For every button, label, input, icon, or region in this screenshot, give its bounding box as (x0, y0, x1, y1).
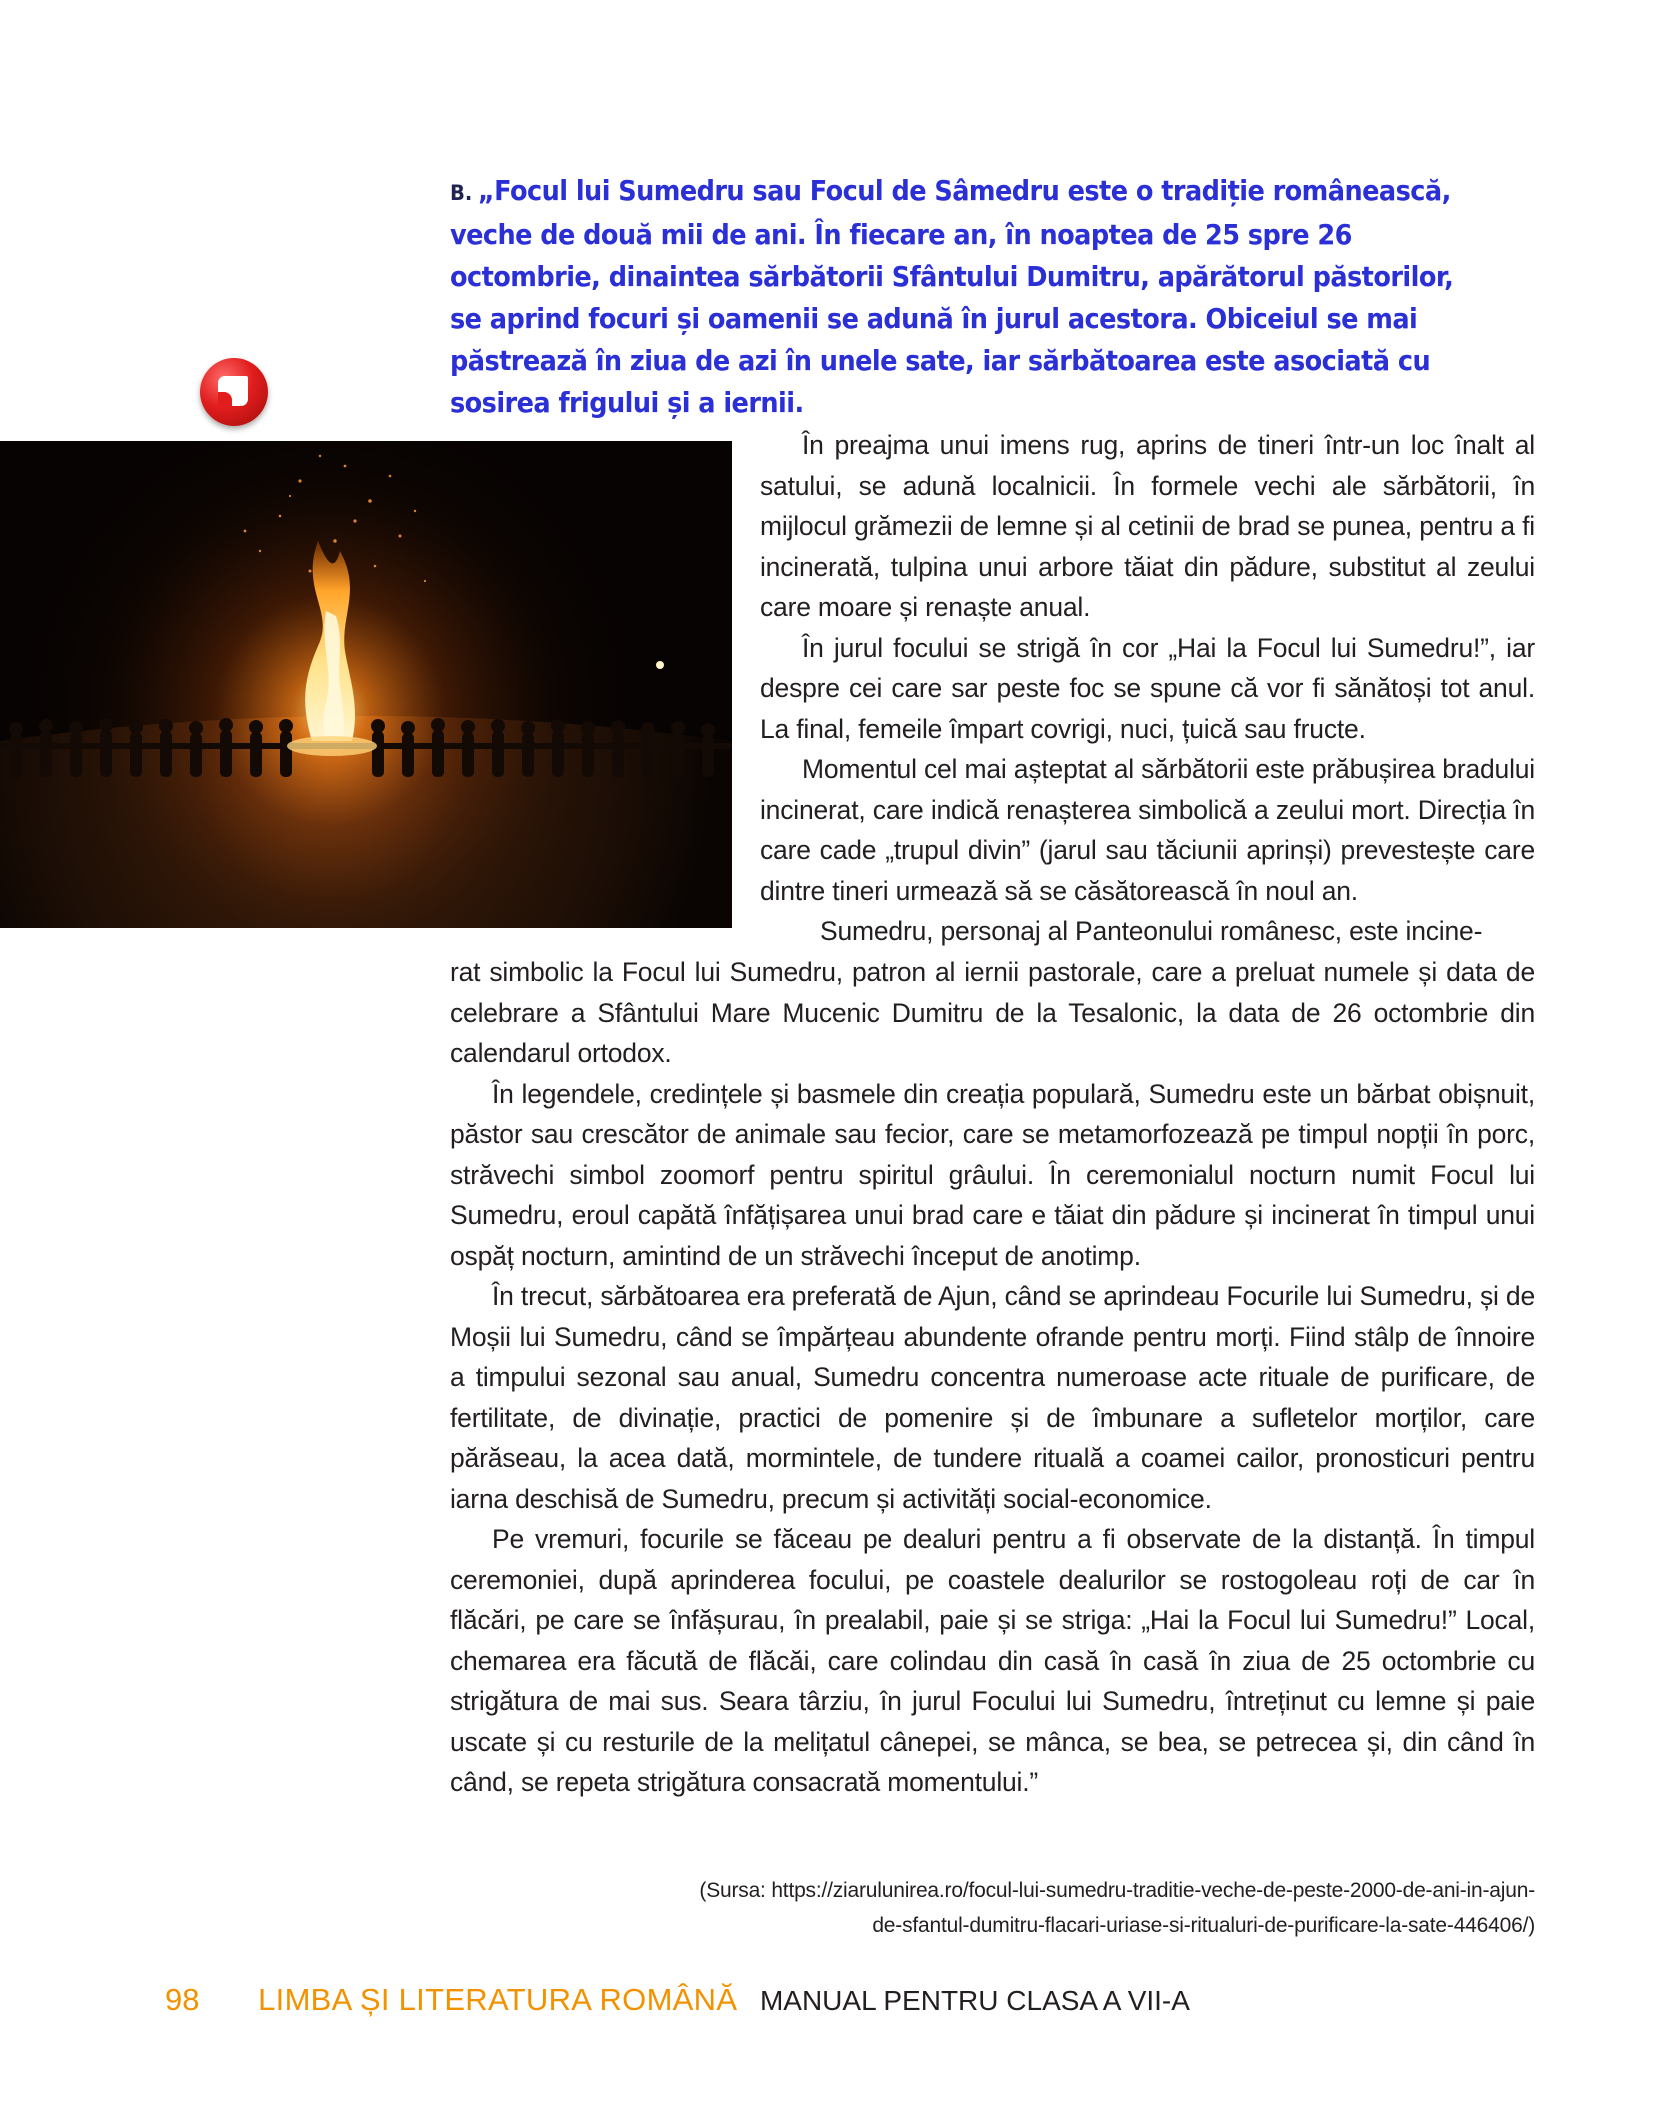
paragraph: În preajma unui imens rug, aprins de tineri într-un loc înalt al satului, se adună localnicii. În formele vechi ale sărbătorii, în mijlocul grămezii de lemne și al cetinii de brad se punea, pentru a fi incinerată, tulpina unui arbore tăiat din pădure, substitut al zeului care moare și renaște anual. (760, 430, 1535, 622)
paragraph: În jurul focului se strigă în cor „Hai la Focul lui Sumedru!”, iar despre cei care sar peste foc se spune că vor fi sănătoși tot anul. La final, femeile împart covrigi, nuci, țuică sau fructe. (760, 632, 1535, 744)
paragraph: Momentul cel mai așteptat al sărbătorii este prăbușirea bradului incinerat, care indică renașterea simbolică a zeului mort. Direcția în care cade „trupul divin” (jarul sau tăciunii aprinși) prevestește care dintre tineri urmează să se căsătorească în noul an. (760, 754, 1535, 906)
subject-title: LIMBA ȘI LITERATURA ROMÂNĂ (258, 1982, 738, 2017)
red-rounded-square-badge-icon (200, 358, 268, 426)
source-citation (450, 1873, 1535, 1943)
page-number: 98 (165, 1982, 200, 2017)
paragraph: Pe vremuri, focurile se făceau pe dealuri pentru a fi observate de la distanță. În timpul ceremoniei, după aprinderea focului, pe coastele dealurilor se rostogoleau roți de car în flăcări, pe care se înfășurau, în prealabil, paie și se striga: „Hai la Focul lui Sumedru!” Local, chemarea era făcută de flăcăi, care colindau din casă în casă în ziua de 25 octombrie cu strigătura de mai sus. Seara târziu, în jurul Focului lui Sumedru, întreținut cu lemne și paie uscate și cu resturile de la melițatul cânepei, se mânca, se bea, se petrecea și, din când în când, se repeta strigătura consacrată momentului.” (450, 1524, 1535, 1797)
source-line: (Sursa: https://ziarulunirea.ro/focul-lui-sumedru-traditie-veche-de-peste-2000-de-ani-in-ajun- (699, 1879, 1535, 1902)
section-marker: B. (450, 181, 473, 205)
page-footer (165, 1980, 1190, 2021)
paragraph: În trecut, sărbătoarea era preferată de Ajun, când se aprindeau Focurile lui Sumedru, și de Moșii lui Sumedru, când se împărțeau abundente ofrande pentru morți. Fiind stâlp de înnoire a timpului sezonal sau anual, Sumedru concentra numeroase acte rituale de purificare, de fertilitate, de divinație, practici de pomenire și de îmbunare a sufletelor morților, care părăseau, la acea dată, mormintele, de tundere rituală a coamei cailor, pronosticuri pentru iarna deschisă de Sumedru, precum și activități social-economice. (450, 1281, 1535, 1514)
manual-title: MANUAL PENTRU CLASA A VII-A (759, 1985, 1190, 2016)
intro-text: „Focul lui Sumedru sau Focul de Sâmedru este o tradiție românească, veche de două mii de ani. În fiecare an, în noaptea de 25 spre 26 octombrie, dinaintea sărbătorii Sfântului Dumitru, apărătorul păstorilor, se aprind focuri și oamenii se adună în jurul acestora. Obiceiul se mai păstrează în ziua de azi în unele sate, iar sărbătoarea este asociată cu sosirea frigului și a iernii. (450, 175, 1454, 419)
bonfire-night-round-dance-photo (0, 441, 732, 928)
paragraph: În legendele, credințele și basmele din creația populară, Sumedru este un bărbat obișnuit, păstor sau crescător de animale sau fecior, care se metamorfozează pe timpul nopții în porc, străvechi simbol zoomorf pentru spiritul grâului. În ceremonialul nocturn numit Focul lui Sumedru, eroul capătă înfățișarea unui brad care e tăiat din pădure și incinerat în timpul unui ospăț nocturn, amintind de un străvechi început de anotimp. (450, 1078, 1535, 1271)
paragraph: rat simbolic la Focul lui Sumedru, patron al iernii pastorale, care a preluat numele și data de celebrare a Sfântului Mare Mucenic Dumitru de la Tesalonic, la data de 26 octombrie din calendarul ortodox. (450, 957, 1535, 1068)
source-line: de-sfantul-dumitru-flacari-uriase-si-ritualuri-de-purificare-la-sate-446406/) (872, 1914, 1535, 1937)
paragraph: Sumedru, personaj al Panteonului românesc, este incine- (820, 916, 1483, 946)
full-width-text-column (450, 952, 1535, 1803)
intro-paragraph (450, 170, 1459, 424)
right-text-column (760, 425, 1535, 952)
